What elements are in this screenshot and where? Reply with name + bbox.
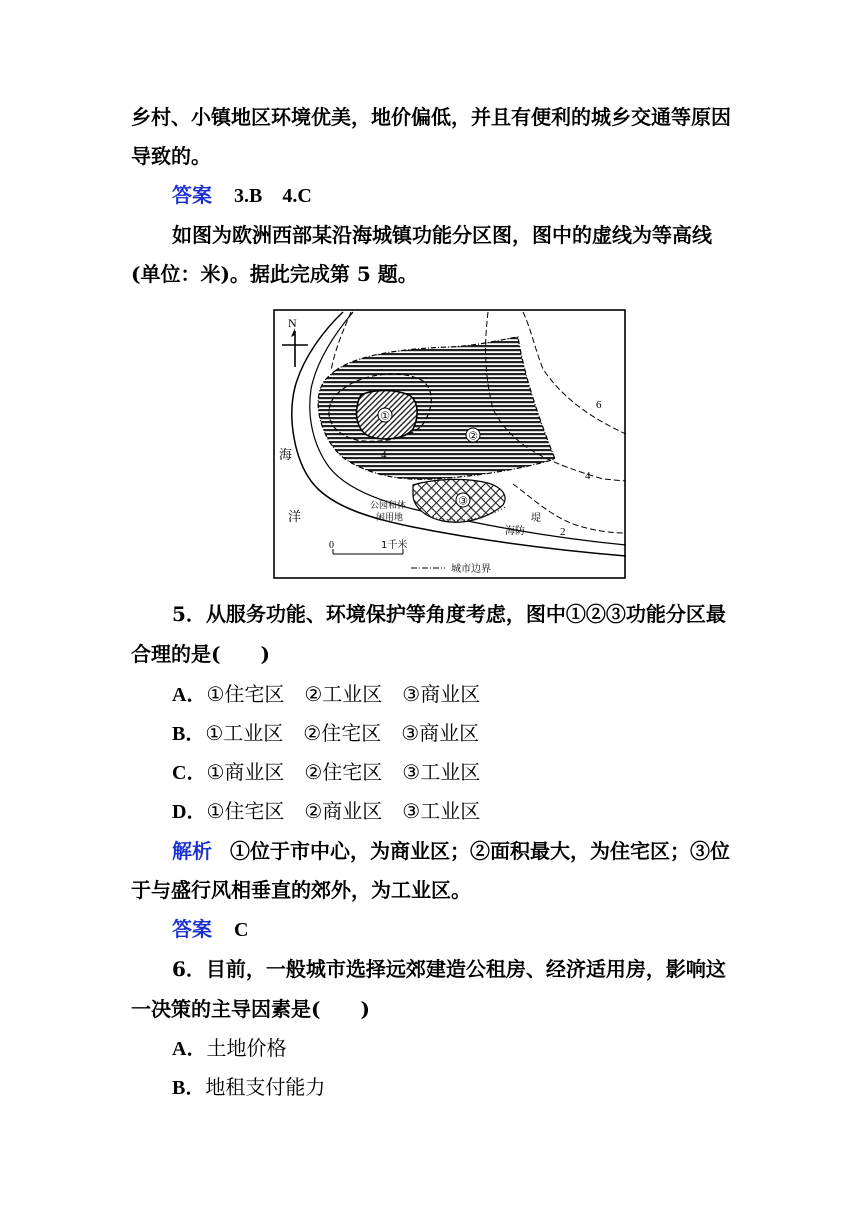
scale-one: 1千米	[381, 540, 408, 551]
analysis-line	[172, 837, 730, 865]
option-key: B．	[172, 723, 206, 745]
paragraph-line: 乡村、小镇地区环境优美，地价偏低，并且有便利的城乡交通等原因	[131, 105, 731, 129]
option-text: ①住宅区 ②工业区 ③商业区	[206, 682, 481, 706]
option-key: A．	[172, 1038, 207, 1060]
option-d	[172, 797, 480, 826]
sea-label-1: 海	[279, 448, 293, 463]
question-6-line: 一决策的主导因素是( )	[131, 997, 370, 1021]
option-b	[172, 719, 479, 748]
dike-label-2: 堤	[531, 513, 541, 524]
zone-3-label: ③	[458, 494, 468, 508]
option-a	[172, 680, 480, 709]
scale-zero: 0	[329, 540, 334, 551]
answer-tag: 答案	[172, 917, 212, 941]
option-text: ①商业区 ②住宅区 ③工业区	[206, 760, 481, 784]
zone-1-label: ①	[380, 409, 390, 423]
contour-label-6: 6	[596, 399, 602, 411]
option-text: ①工业区 ②住宅区 ③商业区	[205, 721, 480, 745]
analysis-text: ①位于市中心，为商业区；②面积最大，为住宅区；③位	[230, 839, 730, 863]
answer-text: 3.B 4.C	[234, 185, 312, 207]
contour-label-4-outer: 4	[585, 470, 591, 482]
option-key: C．	[172, 762, 207, 784]
option-key: A．	[172, 684, 207, 706]
answer-line	[172, 915, 248, 944]
dike-label-1: 海防	[505, 526, 525, 537]
option-c	[172, 758, 480, 787]
analysis-line: 于与盛行风相垂直的郊外，为工业区。	[131, 878, 471, 902]
option-text: ①住宅区 ②商业区 ③工业区	[206, 799, 481, 823]
paragraph-line: 导致的。	[131, 144, 211, 168]
analysis-tag: 解析	[172, 839, 212, 863]
option-text: 土地价格	[206, 1036, 287, 1060]
option-b	[172, 1073, 325, 1102]
question-6-line: 6．目前，一般城市选择远郊建造公租房、经济适用房，影响这	[172, 957, 726, 981]
contour-label-2: 2	[560, 526, 566, 538]
option-a	[172, 1034, 286, 1063]
answer-text: C	[234, 919, 249, 941]
question-5-line: 5．从服务功能、环境保护等角度考虑，图中①②③功能分区最	[172, 602, 726, 626]
contour-label-4-inner: 4	[381, 449, 387, 461]
north-label: N	[288, 316, 297, 330]
option-key: B．	[172, 1077, 206, 1099]
sea-label-2: 洋	[288, 510, 302, 525]
option-key: D．	[172, 801, 207, 823]
answer-line	[172, 181, 312, 210]
intro-line: 如图为欧洲西部某沿海城镇功能分区图，图中的虚线为等高线	[172, 223, 712, 247]
park-label-2: 闲用地	[376, 513, 404, 523]
park-label-1: 公园和休	[370, 501, 407, 511]
question-5-line: 合理的是( )	[131, 642, 270, 666]
zone-2-label: ②	[468, 429, 478, 443]
option-text: 地租支付能力	[205, 1075, 326, 1099]
city-function-zone-map	[273, 309, 626, 579]
answer-tag: 答案	[172, 183, 212, 207]
legend-label: 城市边界	[451, 564, 491, 575]
intro-line: (单位：米)。据此完成第 5 题。	[131, 262, 418, 286]
